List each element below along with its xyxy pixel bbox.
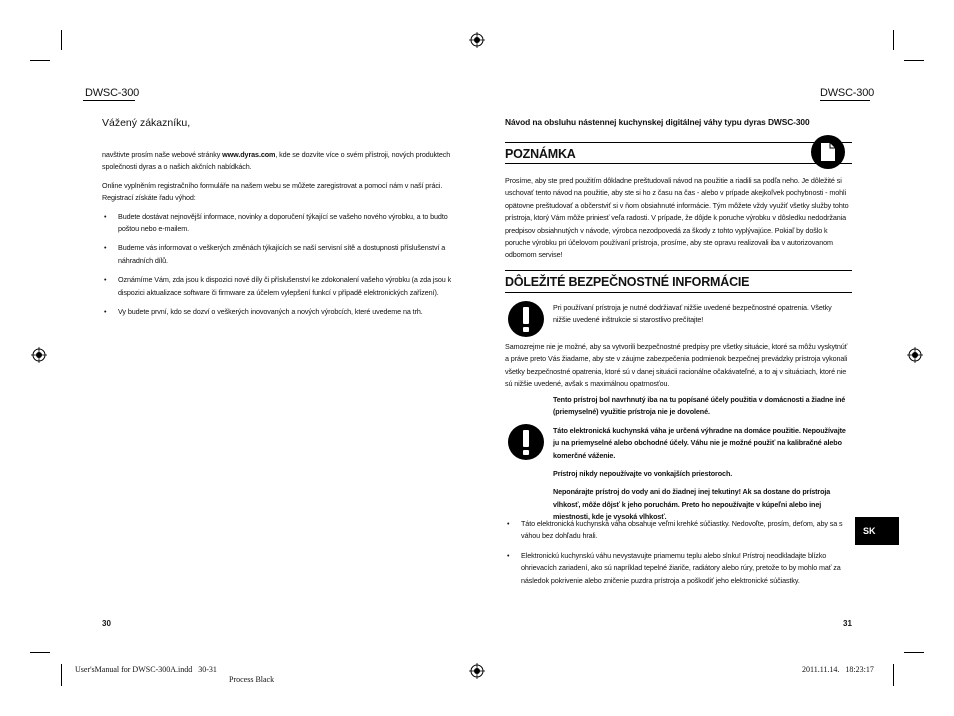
safety-list (505, 518, 853, 587)
left-header-rule (83, 100, 135, 101)
crop-mark (893, 664, 894, 686)
warning-paragraph: Prístroj nikdy nepoužívajte vo vonkajších priestoroch. (553, 469, 733, 479)
registration-mark-icon (907, 347, 923, 363)
left-model-label: DWSC-300 (85, 87, 140, 99)
note-heading: POZNÁMKA (505, 147, 576, 161)
left-body (102, 149, 454, 325)
crop-mark (61, 664, 62, 686)
note-bottom-rule (505, 163, 852, 164)
slug-color: Process Black (229, 675, 275, 684)
crop-mark (904, 60, 924, 61)
warning-text-2 (553, 394, 851, 530)
slug-datetime: 2011.11.14. 18:23:17 (802, 665, 874, 674)
list-item: • Budeme vás informovat o veškerých změnách týkajících se naší servisní sítě a dostupnosti příslušenství a náhradních dílů. (102, 242, 454, 267)
website-link[interactable]: www.dyras.com (222, 150, 276, 159)
right-model-label: DWSC-300 (820, 87, 875, 99)
language-tab: SK (855, 517, 899, 545)
document-icon (811, 135, 845, 169)
benefits-list (102, 211, 454, 319)
exclamation-icon (508, 424, 544, 460)
safety-body-text: Samozrejme nie je možné, aby sa vytvorili bezpečnostné predpisy pre všetky situácie, ktoré sa môžu vyskytnúť a práve preto Vás žiadame, aby ste v záujme zabezpečenia podmienok bezpečnej prevádzky prístroja vykonali všetky bezpečnostné opatrenia, ktoré sú v danej situácii racionálne očakávateľné, a to aj v situáciach, ktoré nie sú nižšie uvedené, avšak s maximálnou opatrnosťou. (505, 342, 848, 389)
warning-paragraph: Neponárajte prístroj do vody ani do žiadnej inej tekutiny! Ak sa dostane do prístroja vlhkosť, môže dôjsť k jeho poruchám. Preto ho nepoužívajte v kúpeľni alebo inej miestnosti, kde je vysoká vlhkosť. (553, 487, 831, 522)
warning-text-1: Pri používaní prístroja je nutné dodržiavať nižšie uvedené bezpečnostné opatrenia. Všetky nižšie uvedené inštrukcie si starostlivo prečítajte! (553, 303, 832, 325)
right-bullets (505, 518, 853, 594)
crop-mark (904, 652, 924, 653)
crop-mark (30, 60, 50, 61)
list-item: • Vy budete první, kdo se dozví o veškerých inovovaných a nových výrobcích, které uvedeme na trh. (102, 306, 454, 318)
list-item: • Elektronickú kuchynskú váhu nevystavujte priamemu teplu alebo slnku! Prístroj neodkladajte blízko ohrievacích zariadení, ako sú napríklad tepelné žiariče, radiátory alebo rúry, pretože to by mohlo mať za následok pokrivenie alebo zničenie puzdra prístroja a poškodiť jeho elektronické súčiastky. (505, 550, 853, 587)
exclamation-icon (508, 301, 544, 337)
crop-mark (893, 30, 894, 50)
registration-mark-icon (469, 663, 485, 679)
list-item: • Budete dostávat nejnovější informace, novinky a doporučení týkající se vašeho nového výrobku, a to budto poštou nebo e-mailem. (102, 211, 454, 236)
greeting: Vážený zákazníku, (102, 117, 191, 129)
safety-bottom-rule (505, 292, 852, 293)
left-page-number: 30 (102, 619, 111, 628)
note-text: Prosíme, aby ste pred použitím dôkladne preštudovali návod na použitie a riadili sa podľa neho. Je dôležité si uschovať tento návod na použitie, aby ste si ho z času na čas - alebo v prípade akejkoľvek pochybnosti - mohli opätovne preštudovať a občerstviť si v ňom obsiahnuté informácie. Tým môžete vždy využiť všetky služby tohto prístroja, ktorý Vám môže priniesť veľa radosti. V prípade, že dôjde k poruche výrobku v dôsledku nedodržania predpisov obsiahnutých v návode, výrobca nezodpovedá za škody z tohto vyplývajúce. Pokiaľ by došlo k poruche výrobku pri účelovom používaní prístroja, prosíme, aby ste opravu realizovali iba v autorizovanom odbornom servise! (505, 176, 849, 260)
list-item: • Oznámíme Vám, zda jsou k dispozici nové díly či příslušenství ke zdokonalení vašeho výrobku (a zda jsou k dispozici aktualizace software či firmware za účelem vylepšení funkcí v případě elektronických zařízení). (102, 274, 454, 299)
slug-filename: User'sManual for DWSC-300A.indd 30-31 (75, 665, 217, 674)
safety-top-rule (505, 270, 852, 271)
right-page-number: 31 (843, 619, 852, 628)
right-header-rule (820, 100, 870, 101)
list-item: • Táto elektronická kuchynská váha obsahuje veľmi krehké súčiastky. Nedovoľte, prosím, deťom, aby sa s váhou bez dohľadu hrali. (505, 518, 853, 543)
safety-heading: DÔLEŽITÉ BEZPEČNOSTNÉ INFORMÁCIE (505, 275, 750, 289)
warning-paragraph: Táto elektronická kuchynská váha je určená výhradne na domáce použitie. Nepoužívajte ju na priemyselné alebo obchodné účely. Váhu nie je možné použiť na kalibračné alebo komerčné váženie. (553, 425, 846, 460)
registration-mark-icon (31, 347, 47, 363)
crop-mark (61, 30, 62, 50)
registration-mark-icon (469, 32, 485, 48)
document-title: Návod na obsluhu nástennej kuchynskej digitálnej váhy typu dyras DWSC-300 (505, 117, 810, 127)
note-top-rule (505, 142, 852, 143)
intro-paragraph: navštivte prosím naše webové stránky www.dyras.com, kde se dozvíte více o svém přístroji, nových produktech společnosti dyras a o našich akčních nabídkách. (102, 150, 451, 172)
warning-paragraph: Tento prístroj bol navrhnutý iba na tu popísané účely použitia v domácnosti a žiadne iné (priemyselné) využitie prístroja nie je dovolené. (553, 395, 846, 417)
online-paragraph: Online vyplněním registračního formuláře na našem webu se můžete zaregistrovat a pomocí nám v naší práci. Registrací získáte řadu výhod: (102, 180, 443, 203)
crop-mark (30, 652, 50, 653)
